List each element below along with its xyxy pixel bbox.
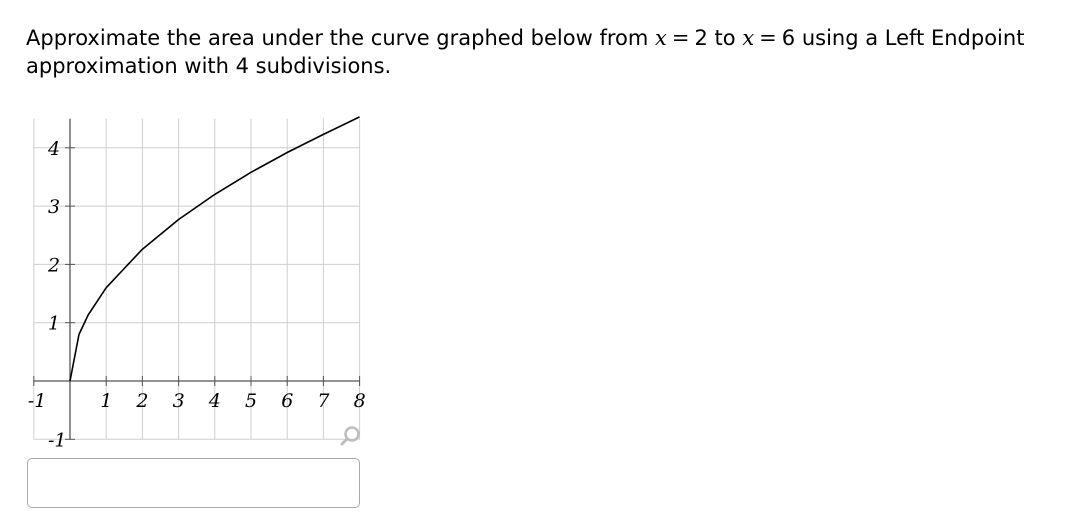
y-tick-label: 3 xyxy=(48,196,61,219)
question-line-2: approximation with 4 subdivisions. xyxy=(26,54,392,78)
upper-bound-value: 6 xyxy=(781,26,796,50)
x-tick-label: 4 xyxy=(208,390,221,412)
y-tick-label: 2 xyxy=(48,254,61,277)
variable-x-start: x xyxy=(655,26,667,50)
x-tick-label: 7 xyxy=(317,390,330,412)
x-tick-label: -1 xyxy=(27,390,47,412)
x-tick-label: 2 xyxy=(136,390,149,412)
x-tick-label: 3 xyxy=(172,390,185,412)
grid xyxy=(34,119,360,440)
x-tick-label: 1 xyxy=(100,390,113,412)
x-tick-label: 5 xyxy=(245,390,258,412)
x-tick-label: 6 xyxy=(281,390,294,412)
equals-sign-end: = xyxy=(759,26,777,50)
x-tick-label: 8 xyxy=(353,390,366,412)
variable-x-end: x xyxy=(742,26,755,50)
axes xyxy=(34,119,360,440)
tick-labels xyxy=(28,138,366,452)
to-word: to xyxy=(714,26,736,50)
question-part-1: Approximate the area under the curve graphed below from xyxy=(26,26,649,50)
question-part-2: using a Left Endpoint xyxy=(801,26,1025,50)
lower-bound-value: 2 xyxy=(694,26,708,50)
equals-sign-start: = xyxy=(671,26,690,50)
answer-input[interactable] xyxy=(27,458,360,508)
y-tick-label: 1 xyxy=(48,312,61,335)
y-tick-label: -1 xyxy=(48,429,67,452)
y-tick-label: 4 xyxy=(48,137,61,160)
magnifier-icon[interactable] xyxy=(342,428,359,445)
